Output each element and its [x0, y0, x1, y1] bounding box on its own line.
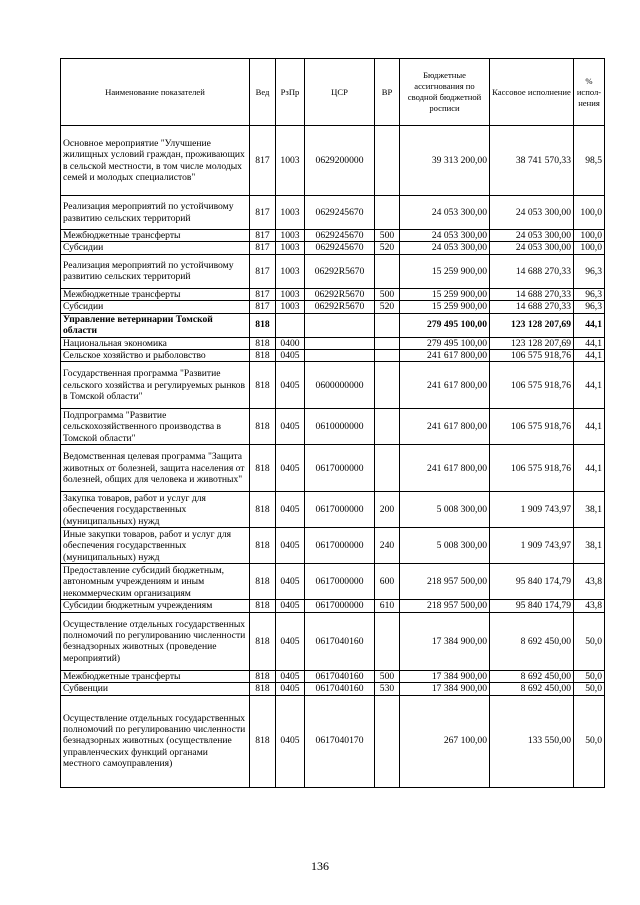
row-name-cell: Реализация мероприятий по устойчивому развитию сельских территорий [61, 254, 250, 288]
row-vr-cell: 500 [375, 230, 400, 242]
row-csr-cell: 06292R5670 [305, 254, 375, 288]
row-rzpr-cell: 1003 [276, 230, 305, 242]
row-csr-cell: 0629200000 [305, 126, 375, 196]
row-pct-cell: 44,1 [574, 409, 605, 445]
row-ved-cell: 818 [250, 337, 276, 349]
table-row [61, 254, 605, 288]
row-name-cell: Субвенции [61, 683, 250, 695]
row-pct-cell: 44,1 [574, 337, 605, 349]
table-row [61, 409, 605, 445]
row-budget-cell: 24 053 300,00 [400, 196, 490, 230]
row-rzpr-cell: 0405 [276, 683, 305, 695]
row-pct-cell: 50,0 [574, 612, 605, 670]
table-row [61, 301, 605, 313]
row-name-cell: Сельское хозяйство и рыболовство [61, 350, 250, 362]
row-cash-cell: 106 575 918,76 [490, 350, 574, 362]
row-cash-cell: 106 575 918,76 [490, 445, 574, 492]
row-ved-cell: 817 [250, 288, 276, 300]
row-rzpr-cell: 1003 [276, 288, 305, 300]
row-budget-cell: 24 053 300,00 [400, 230, 490, 242]
row-ved-cell: 818 [250, 362, 276, 409]
row-pct-cell: 100,0 [574, 242, 605, 254]
row-csr-cell: 0629245670 [305, 196, 375, 230]
row-ved-cell: 818 [250, 313, 276, 337]
row-ved-cell: 818 [250, 492, 276, 528]
budget-execution-table [60, 58, 605, 788]
table-row [61, 288, 605, 300]
row-budget-cell: 17 384 900,00 [400, 670, 490, 682]
row-name-cell: Национальная экономика [61, 337, 250, 349]
row-csr-cell: 0617040170 [305, 695, 375, 787]
row-csr-cell: 06292R5670 [305, 301, 375, 313]
row-ved-cell: 817 [250, 242, 276, 254]
row-budget-cell: 241 617 800,00 [400, 445, 490, 492]
row-budget-cell: 15 259 900,00 [400, 288, 490, 300]
row-name-cell: Осуществление отдельных государственных полномочий по регулированию численности безнадзорных животных (проведение мероприятий) [61, 612, 250, 670]
row-cash-cell: 8 692 450,00 [490, 670, 574, 682]
row-budget-cell: 5 008 300,00 [400, 492, 490, 528]
row-ved-cell: 818 [250, 350, 276, 362]
row-rzpr-cell: 1003 [276, 254, 305, 288]
row-ved-cell: 817 [250, 126, 276, 196]
table-row [61, 683, 605, 695]
header-rzpr: РзПр [276, 59, 305, 126]
row-vr-cell [375, 337, 400, 349]
row-rzpr-cell: 1003 [276, 196, 305, 230]
row-name-cell: Межбюджетные трансферты [61, 288, 250, 300]
row-csr-cell: 0617000000 [305, 492, 375, 528]
row-ved-cell: 817 [250, 196, 276, 230]
table-row [61, 600, 605, 612]
row-pct-cell: 43,8 [574, 600, 605, 612]
row-vr-cell: 610 [375, 600, 400, 612]
row-rzpr-cell: 1003 [276, 242, 305, 254]
row-csr-cell: 0617000000 [305, 600, 375, 612]
row-rzpr-cell: 0405 [276, 564, 305, 600]
row-cash-cell: 106 575 918,76 [490, 409, 574, 445]
row-rzpr-cell: 0405 [276, 612, 305, 670]
row-rzpr-cell: 0405 [276, 409, 305, 445]
row-budget-cell: 279 495 100,00 [400, 313, 490, 337]
row-ved-cell: 817 [250, 301, 276, 313]
row-ved-cell: 818 [250, 600, 276, 612]
row-vr-cell: 520 [375, 242, 400, 254]
header-budget: Бюджетные ассигнования по сводной бюджетной росписи [400, 59, 490, 126]
header-vr: ВР [375, 59, 400, 126]
row-pct-cell: 100,0 [574, 196, 605, 230]
row-pct-cell: 43,8 [574, 564, 605, 600]
row-ved-cell: 818 [250, 445, 276, 492]
table-row [61, 492, 605, 528]
row-budget-cell: 15 259 900,00 [400, 301, 490, 313]
header-pct: % испол-нения [574, 59, 605, 126]
row-pct-cell: 50,0 [574, 695, 605, 787]
row-name-cell: Иные закупки товаров, работ и услуг для обеспечения государственных (муниципальных) нужд [61, 528, 250, 564]
row-ved-cell: 818 [250, 612, 276, 670]
table-row [61, 313, 605, 337]
row-cash-cell: 24 053 300,00 [490, 242, 574, 254]
row-rzpr-cell: 0405 [276, 670, 305, 682]
row-rzpr-cell [276, 313, 305, 337]
row-name-cell: Управление ветеринарии Томской области [61, 313, 250, 337]
row-name-cell: Субсидии [61, 242, 250, 254]
row-csr-cell: 06292R5670 [305, 288, 375, 300]
row-budget-cell: 279 495 100,00 [400, 337, 490, 349]
row-cash-cell: 106 575 918,76 [490, 362, 574, 409]
row-name-cell: Субсидии бюджетным учреждениям [61, 600, 250, 612]
row-pct-cell: 38,1 [574, 528, 605, 564]
table-body [61, 126, 605, 788]
row-ved-cell: 817 [250, 230, 276, 242]
row-vr-cell: 500 [375, 670, 400, 682]
row-pct-cell: 44,1 [574, 313, 605, 337]
row-budget-cell: 5 008 300,00 [400, 528, 490, 564]
row-csr-cell: 0629245670 [305, 230, 375, 242]
row-csr-cell: 0629245670 [305, 242, 375, 254]
row-csr-cell: 0617000000 [305, 564, 375, 600]
row-budget-cell: 218 957 500,00 [400, 564, 490, 600]
row-ved-cell: 818 [250, 564, 276, 600]
row-vr-cell [375, 196, 400, 230]
row-vr-cell: 600 [375, 564, 400, 600]
row-cash-cell: 38 741 570,33 [490, 126, 574, 196]
row-cash-cell: 24 053 300,00 [490, 230, 574, 242]
table-row [61, 126, 605, 196]
row-ved-cell: 817 [250, 254, 276, 288]
row-csr-cell [305, 313, 375, 337]
table-row [61, 196, 605, 230]
row-vr-cell [375, 445, 400, 492]
table-row [61, 230, 605, 242]
row-csr-cell: 0617040160 [305, 612, 375, 670]
row-name-cell: Ведомственная целевая программа "Защита животных от болезней, защита населения от болезней, общих для человека и животных" [61, 445, 250, 492]
row-vr-cell [375, 313, 400, 337]
row-pct-cell: 44,1 [574, 350, 605, 362]
header-cash: Кассовое исполнение [490, 59, 574, 126]
row-cash-cell: 8 692 450,00 [490, 683, 574, 695]
row-rzpr-cell: 0400 [276, 337, 305, 349]
row-budget-cell: 241 617 800,00 [400, 362, 490, 409]
table-header-row [61, 59, 605, 126]
row-pct-cell: 50,0 [574, 683, 605, 695]
row-cash-cell: 24 053 300,00 [490, 196, 574, 230]
row-rzpr-cell: 0405 [276, 600, 305, 612]
row-pct-cell: 100,0 [574, 230, 605, 242]
header-csr: ЦСР [305, 59, 375, 126]
table-row [61, 612, 605, 670]
row-ved-cell: 818 [250, 409, 276, 445]
row-vr-cell [375, 126, 400, 196]
row-cash-cell: 123 128 207,69 [490, 313, 574, 337]
row-vr-cell [375, 350, 400, 362]
row-budget-cell: 17 384 900,00 [400, 612, 490, 670]
row-name-cell: Подпрограмма "Развитие сельскохозяйственного производства в Томской области" [61, 409, 250, 445]
row-cash-cell: 95 840 174,79 [490, 564, 574, 600]
row-rzpr-cell: 0405 [276, 492, 305, 528]
row-name-cell: Предоставление субсидий бюджетным, автономным учреждениям и иным некоммерческим организациям [61, 564, 250, 600]
row-csr-cell: 0617040160 [305, 670, 375, 682]
table-row [61, 695, 605, 787]
row-csr-cell [305, 337, 375, 349]
row-pct-cell: 44,1 [574, 445, 605, 492]
row-budget-cell: 39 313 200,00 [400, 126, 490, 196]
table-row [61, 528, 605, 564]
row-name-cell: Государственная программа "Развитие сельского хозяйства и регулируемых рынков в Томской области" [61, 362, 250, 409]
row-cash-cell: 95 840 174,79 [490, 600, 574, 612]
table-row [61, 350, 605, 362]
page-number: 136 [311, 859, 329, 873]
row-csr-cell [305, 350, 375, 362]
row-pct-cell: 38,1 [574, 492, 605, 528]
table-row [61, 445, 605, 492]
table-row [61, 362, 605, 409]
row-ved-cell: 818 [250, 670, 276, 682]
row-rzpr-cell: 0405 [276, 445, 305, 492]
row-name-cell: Субсидии [61, 301, 250, 313]
row-csr-cell: 0600000000 [305, 362, 375, 409]
row-pct-cell: 96,3 [574, 254, 605, 288]
row-budget-cell: 15 259 900,00 [400, 254, 490, 288]
row-budget-cell: 241 617 800,00 [400, 350, 490, 362]
row-ved-cell: 818 [250, 683, 276, 695]
table-row [61, 564, 605, 600]
row-cash-cell: 8 692 450,00 [490, 612, 574, 670]
row-name-cell: Межбюджетные трансферты [61, 230, 250, 242]
row-vr-cell [375, 362, 400, 409]
row-pct-cell: 44,1 [574, 362, 605, 409]
row-budget-cell: 17 384 900,00 [400, 683, 490, 695]
row-rzpr-cell: 1003 [276, 301, 305, 313]
row-vr-cell [375, 695, 400, 787]
row-vr-cell: 500 [375, 288, 400, 300]
row-name-cell: Осуществление отдельных государственных полномочий по регулированию численности безнадзорных животных (осуществление управленческих функций органами местного самоуправления) [61, 695, 250, 787]
row-cash-cell: 14 688 270,33 [490, 254, 574, 288]
row-csr-cell: 0610000000 [305, 409, 375, 445]
row-pct-cell: 98,5 [574, 126, 605, 196]
header-ved: Вед [250, 59, 276, 126]
row-cash-cell: 123 128 207,69 [490, 337, 574, 349]
row-name-cell: Межбюджетные трансферты [61, 670, 250, 682]
row-vr-cell: 240 [375, 528, 400, 564]
row-vr-cell [375, 409, 400, 445]
row-name-cell: Закупка товаров, работ и услуг для обеспечения государственных (муниципальных) нужд [61, 492, 250, 528]
row-vr-cell: 520 [375, 301, 400, 313]
table-row [61, 337, 605, 349]
row-vr-cell [375, 612, 400, 670]
row-pct-cell: 96,3 [574, 301, 605, 313]
row-vr-cell: 530 [375, 683, 400, 695]
row-ved-cell: 818 [250, 695, 276, 787]
row-name-cell: Реализация мероприятий по устойчивому развитию сельских территорий [61, 196, 250, 230]
row-cash-cell: 133 550,00 [490, 695, 574, 787]
row-csr-cell: 0617040160 [305, 683, 375, 695]
row-csr-cell: 0617000000 [305, 445, 375, 492]
table-row [61, 242, 605, 254]
row-rzpr-cell: 0405 [276, 528, 305, 564]
row-vr-cell [375, 254, 400, 288]
row-cash-cell: 1 909 743,97 [490, 492, 574, 528]
row-cash-cell: 14 688 270,33 [490, 301, 574, 313]
row-rzpr-cell: 1003 [276, 126, 305, 196]
row-csr-cell: 0617000000 [305, 528, 375, 564]
row-rzpr-cell: 0405 [276, 350, 305, 362]
row-rzpr-cell: 0405 [276, 695, 305, 787]
row-cash-cell: 14 688 270,33 [490, 288, 574, 300]
row-pct-cell: 96,3 [574, 288, 605, 300]
row-rzpr-cell: 0405 [276, 362, 305, 409]
table-row [61, 670, 605, 682]
row-budget-cell: 218 957 500,00 [400, 600, 490, 612]
row-name-cell: Основное мероприятие "Улучшение жилищных условий граждан, проживающих в сельской местности, в том числе молодых семей и молодых специалистов" [61, 126, 250, 196]
row-ved-cell: 818 [250, 528, 276, 564]
header-name: Наименование показателей [61, 59, 250, 126]
row-pct-cell: 50,0 [574, 670, 605, 682]
row-budget-cell: 267 100,00 [400, 695, 490, 787]
row-vr-cell: 200 [375, 492, 400, 528]
row-budget-cell: 241 617 800,00 [400, 409, 490, 445]
row-budget-cell: 24 053 300,00 [400, 242, 490, 254]
budget-table-sheet [60, 58, 604, 788]
row-cash-cell: 1 909 743,97 [490, 528, 574, 564]
